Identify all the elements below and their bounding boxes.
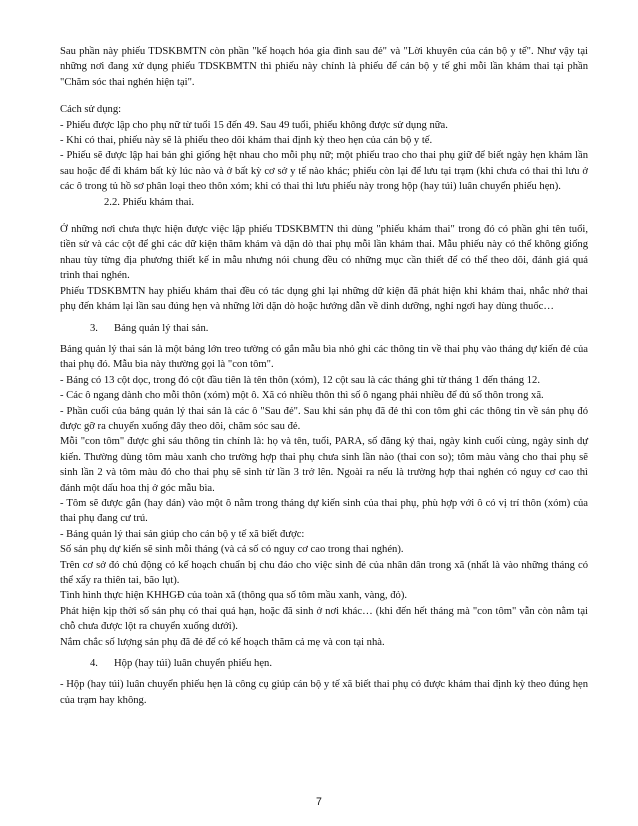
document-page [60, 44, 588, 708]
benefit-planning: Trên cơ sở đó chủ động có kế hoạch chuẩn bị chu đáo cho việc sinh đẻ của nhân dân trong xã (nhất là vào những tháng có thể xẩy ra thiên tai, bão lụt). [60, 559, 588, 586]
board-item-rows: - Các ô ngang dành cho mỗi thôn (xóm) một ô. Xã có nhiều thôn thì số ô ngang phải nhiều để đủ số thôn trong xã. [60, 390, 544, 402]
heading-3 [60, 321, 588, 336]
benefit-family-planning: Tình hình thực hiện KHHGĐ của toàn xã (thông qua số tôm mầu xanh, vàng, đỏ). [60, 590, 408, 602]
heading-3-text: Bảng quản lý thai sản. [114, 322, 209, 334]
heading-3-number: 3. [90, 322, 98, 334]
board-item-attach: - Tôm sẽ được gắn (hay dán) vào một ô nằm trong tháng dự kiến sinh của thai phụ, phù hợp với ô có vị trí thôn (xóm) của thai phụ đang cư trú. [60, 497, 588, 525]
spacer [60, 210, 588, 222]
spacer [60, 90, 588, 102]
heading-2-2: 2.2. Phiếu khám thai. [104, 196, 195, 208]
board-item-postpartum: - Phần cuối của bảng quản lý thai sản là các ô "Sau đẻ". Sau khi sản phụ đã đẻ thì con tôm ghi các thông tin về sản phụ đó được gỡ ra chuyển xuống đây theo dõi, chăm sóc sau đẻ. [60, 405, 588, 432]
paragraph-exam-card-purpose: Phiếu TDSKBMTN hay phiếu khám thai đều có tác dụng ghi lại những dữ kiện đã phát hiện khi khám thai, nhắc nhở thai phụ đến khám lại lần sau đúng hẹn và những lời dặn dò hoặc hướng dẫn về dinh dưỡng, nghỉ ngơi hay dùng thuốc… [60, 285, 588, 313]
benefit-home-visits: Nắm chắc số lượng sản phụ đã đẻ để có kế hoạch thăm cả mẹ và con tại nhà. [60, 636, 385, 648]
page-number: 7 [316, 796, 322, 808]
board-item-columns: - Bảng có 13 cột dọc, trong đó cột đầu tiên là tên thôn (xóm), 12 cột sau là các tháng ghi từ tháng 1 đến tháng 12. [60, 374, 540, 386]
paragraph-exam-card: Ở những nơi chưa thực hiện được việc lập phiếu TDSKBMTN thì dùng "phiếu khám thai" trong đó có phần ghi tên tuổi, tiền sử và các cột để ghi các dữ kiện thăm khám và dặn dò thai phụ mỗi lần khám thai. Mẫu phiếu này có thể không giống nhau tùy từng địa phương thiết kế in mẫu nhưng nói chung đều có những mục cần thiết để có thể theo dõi, đánh giá quá trình thai nghén. [60, 224, 588, 282]
board-item-benefits: - Bảng quản lý thai sản giúp cho cán bộ y tế xã biết được: [60, 528, 305, 540]
usage-item-pregnancy: - Khi có thai, phiếu này sẽ là phiếu theo dõi khám thai định kỳ theo hẹn của cán bộ y tế. [60, 135, 433, 147]
usage-item-age: - Phiếu được lập cho phụ nữ từ tuổi 15 đến 49. Sau 49 tuổi, phiếu không được sử dụng nữa. [60, 119, 448, 131]
heading-4-number: 4. [90, 658, 98, 670]
heading-4 [60, 656, 588, 671]
usage-item-copies: - Phiếu sẽ được lập hai bản ghi giống hệt nhau cho mỗi phụ nữ; một phiếu trao cho thai phụ giữ để biết ngày hẹn khám lần sau hoặc để đi khám bất kỳ lúc nào và ở bất kỳ cơ sở y tế nào khác; phiếu còn lại để lưu tại trạm (khi chưa có thai thì lưu ở các ô trong tủ hồ sơ phân loại theo thôn xóm; khi có thai thì lưu phiếu này trong hộp (hay túi) luân chuyển phiếu hẹn). [60, 150, 588, 193]
paragraph-usage-title: Cách sử dụng: [60, 104, 122, 116]
paragraph-intro: Sau phần này phiếu TDSKBMTN còn phần "kế hoạch hóa gia đình sau đẻ" và "Lời khuyên của cán bộ y tế". Như vậy tại những nơi đang xử dụng phiếu TDSKBMTN thì phiếu này chính là phiếu để cán bộ y tế ghi mỗi lần khám thai tại phần "Chăm sóc thai nghén hiện tại". [60, 46, 588, 88]
paragraph-board: Bảng quản lý thai sản là một bảng lớn treo tường có gắn mẫu bìa nhỏ ghi các thông tin về thai phụ vào tháng dự kiến đẻ của thai phụ đó. Mẫu bìa này thường gọi là "con tôm". [60, 343, 588, 371]
benefit-births-per-month: Số sản phụ dự kiến sẽ sinh mỗi tháng (và cả số có nguy cơ cao trong thai nghén). [60, 544, 404, 556]
paragraph-rotation-box: - Hộp (hay túi) luân chuyển phiếu hẹn là công cụ giúp cán bộ y tế xã biết thai phụ có được khám thai định kỳ theo đúng hẹn của trạm hay không. [60, 679, 588, 706]
paragraph-shrimp-card: Mỗi "con tôm" được ghi sáu thông tin chính là: họ và tên, tuổi, PARA, số đăng ký thai, ngày kinh cuối cùng, ngày sinh dự kiến. Thường dùng tôm màu xanh cho trường hợp thai phụ chưa sinh lần nào (thai con so); tôm màu vàng cho thai phụ sẽ sinh lần 2 và tôm màu đỏ cho thai phụ sẽ sinh từ lần 3 trở lên. Ngoài ra nếu là trường hợp thai nghén có nguy cơ cao thì đánh một dấu hoa thị ở góc mẫu bìa. [60, 436, 588, 494]
heading-4-text: Hộp (hay túi) luân chuyển phiếu hẹn. [114, 658, 272, 670]
benefit-overdue: Phát hiện kịp thời số sản phụ có thai quá hạn, hoặc đã sinh ở nơi khác… (khi đến hết tháng mà "con tôm" vẫn còn nằm tại chỗ chưa được lột ra chuyển xuống dưới). [60, 605, 588, 633]
